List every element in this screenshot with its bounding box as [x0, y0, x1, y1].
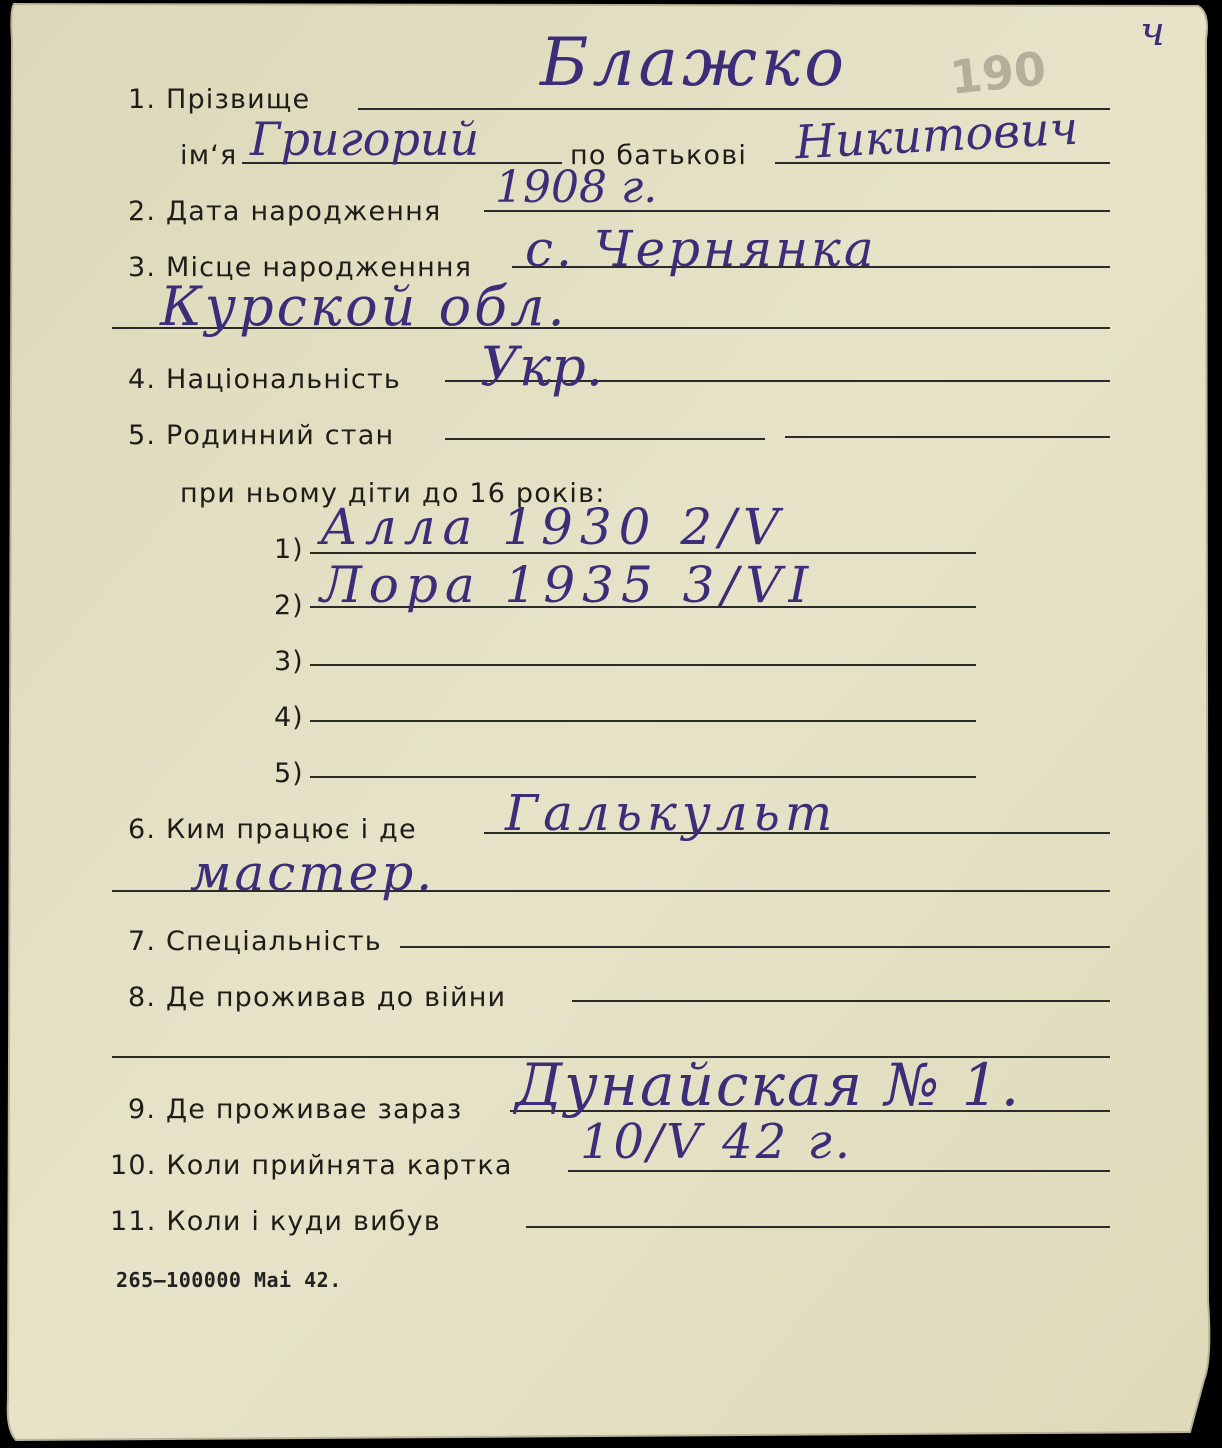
- corner-mark: ч: [1140, 9, 1165, 55]
- child-value-2: Лора 1935 3/VI: [320, 556, 816, 614]
- children-label: при ньому діти до 16 років:: [180, 478, 606, 509]
- child-num-1: 1): [274, 534, 304, 565]
- departure-line: [526, 1226, 1110, 1228]
- printer-mark: 265–100000 Mai 42.: [116, 1268, 342, 1292]
- pencil-number: 190: [947, 41, 1049, 105]
- birth-place-value-1: с. Чернянка: [525, 220, 877, 278]
- child-num-4: 4): [274, 702, 304, 733]
- child-line-4: [310, 720, 976, 722]
- residence-now-value: Дунайская № 1.: [515, 1051, 1022, 1119]
- birth-place-value-2: Курской обл.: [160, 275, 568, 338]
- marital-line-b: [785, 436, 1110, 438]
- child-num-3: 3): [274, 646, 304, 677]
- birth-date-value: 1908 г.: [495, 162, 658, 213]
- residence-before-line: [572, 1000, 1110, 1002]
- work-value-2: мастер.: [190, 844, 436, 902]
- name-value: Григорий: [250, 112, 480, 166]
- speciality-line: [400, 946, 1110, 948]
- child-num-5: 5): [274, 758, 304, 789]
- card-date-label: 10. Коли прийнята картка: [110, 1150, 513, 1181]
- surname-label: 1. Прізвище: [128, 84, 311, 115]
- child-line-5: [310, 776, 976, 778]
- speciality-label: 7. Спеціальність: [128, 926, 382, 957]
- child-num-2: 2): [274, 590, 304, 621]
- birth-date-label: 2. Дата народження: [128, 196, 442, 227]
- card-date-line: [568, 1170, 1110, 1172]
- child-line-3: [310, 664, 976, 666]
- residence-before-label: 8. Де проживав до війни: [128, 982, 507, 1013]
- patronymic-label: по батькові: [570, 140, 748, 171]
- residence-now-label: 9. Де проживае зараз: [128, 1094, 463, 1125]
- marital-line-a: [445, 438, 765, 440]
- child-value-1: Алла 1930 2/V: [320, 498, 787, 556]
- work-label: 6. Ким працює і де: [128, 814, 417, 845]
- name-label: ім‘я: [180, 140, 238, 171]
- work-value-1: Галькульт: [505, 784, 838, 842]
- card-date-value: 10/V 42 г.: [580, 1114, 854, 1170]
- nationality-value: Укр.: [480, 335, 604, 398]
- patronymic-value: Никитович: [793, 100, 1080, 170]
- birth-place-label: 3. Місце народженння: [128, 252, 473, 283]
- surname-value: Блажко: [540, 24, 849, 101]
- nationality-label: 4. Національність: [128, 364, 401, 395]
- marital-label: 5. Родинний стан: [128, 420, 395, 451]
- departure-label: 11. Коли і куди вибув: [110, 1206, 441, 1237]
